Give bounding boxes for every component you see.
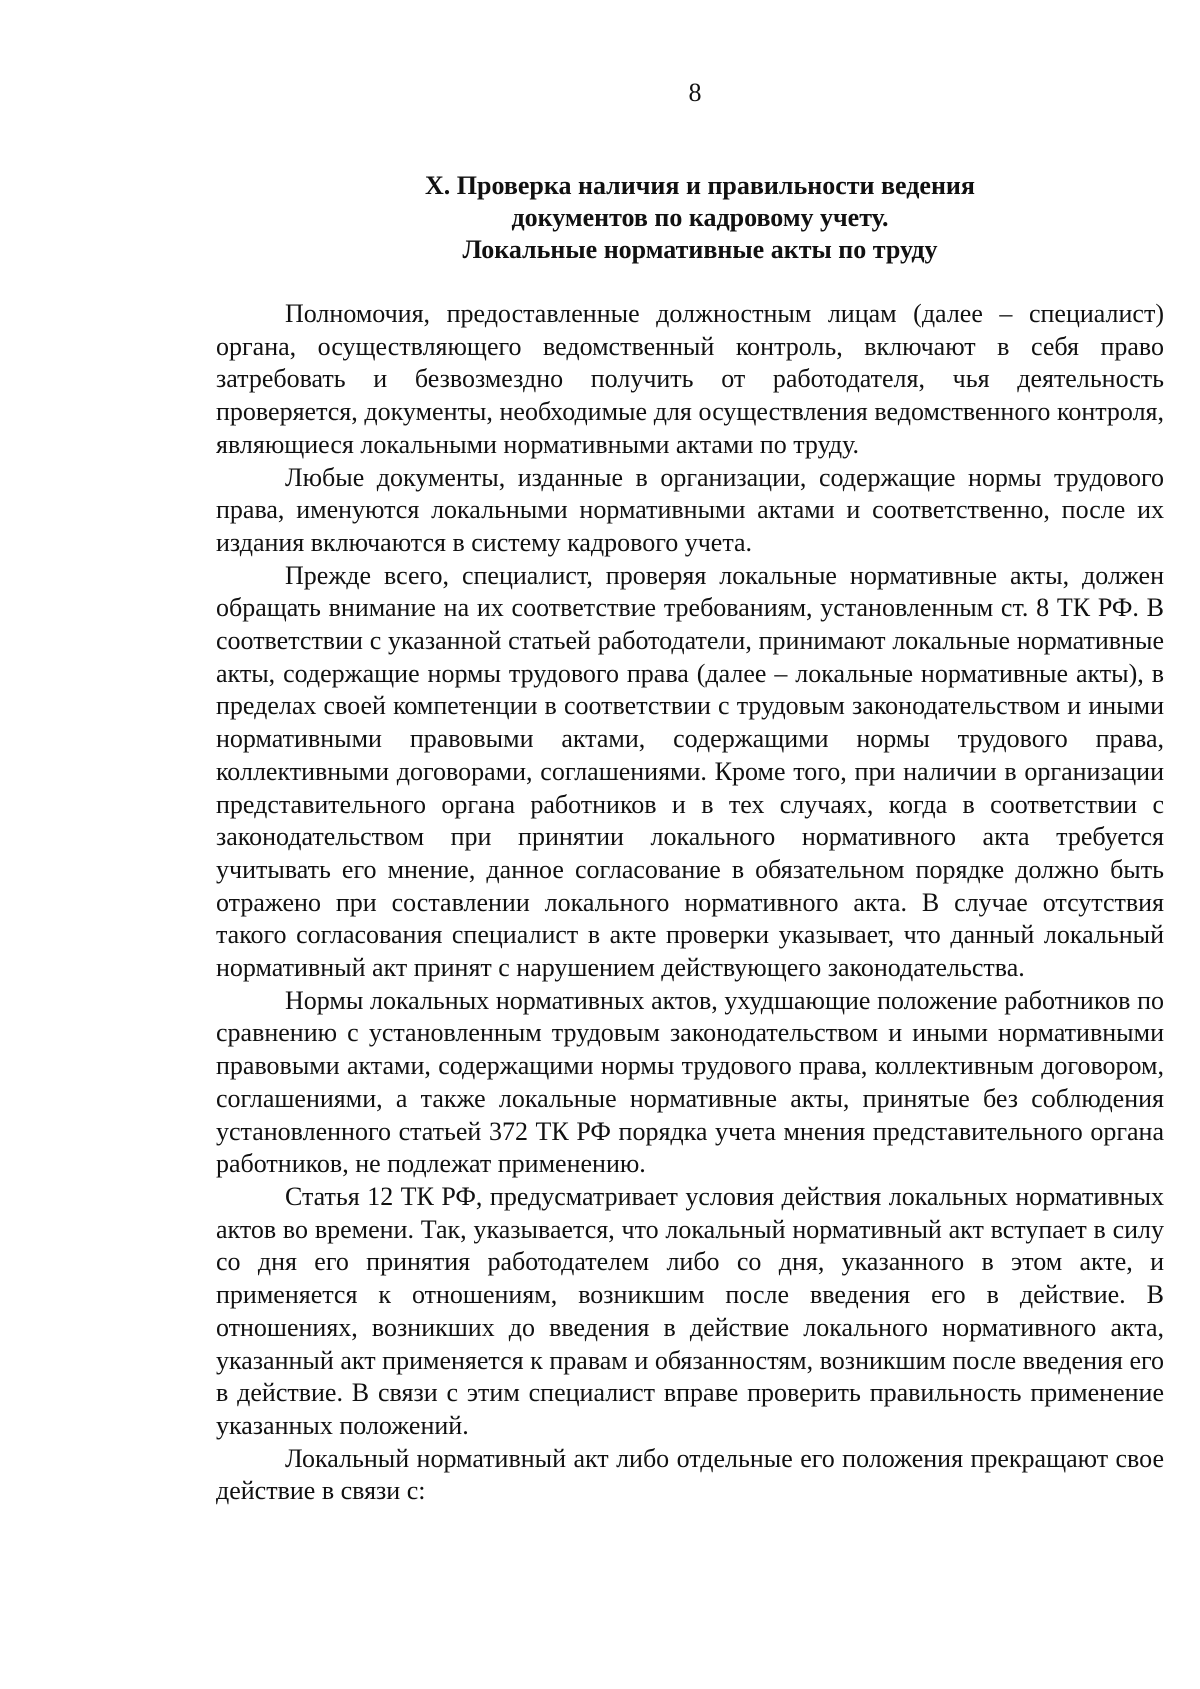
heading-line-3: Локальные нормативные акты по труду [462, 235, 938, 264]
heading-line-2: документов по кадровому учету. [511, 203, 889, 232]
page-number: 8 [688, 78, 702, 107]
paragraph-3: Прежде всего, специалист, проверяя локальные нормативные акты, должен обращать внимание на их соответствие требованиям, установленным ст. 8 ТК РФ. В соответствии с указанной статьей работодатели, принимают локальные нормативные акты, содержащие нормы трудового права (далее – локальные нормативные акты), в пределах своей компетенции в соответствии с трудовым законодательством и иными нормативными правовыми актами, содержащими нормы трудового права, коллективными договорами, соглашениями. Кроме того, при наличии в организации представительного органа работников и в тех случаях, когда в соответствии с законодательством при принятии локального нормативного акта требуется учитывать его мнение, данное согласование в обязательном порядке должно быть отражено при составлении локального нормативного акта. В случае отсутствия такого согласования специалист в акте проверки указывает, что данный локальный нормативный акт принят с нарушением действующего законодательства. [216, 560, 1164, 983]
heading-line-1: X. Проверка наличия и правильности ведения [425, 171, 975, 200]
paragraph-4: Нормы локальных нормативных актов, ухудшающие положение работников по сравнению с установленным трудовым законодательством и иными нормативными правовыми актами, содержащими нормы трудового права, коллективным договором, соглашениями, а также локальные нормативные акты, принятые без соблюдения установленного статьей 372 ТК РФ порядка учета мнения представительного органа работников, не подлежат применению. [216, 985, 1164, 1179]
paragraph-2: Любые документы, изданные в организации, содержащие нормы трудового права, именуются локальными нормативными актами и соответственно, после их издания включаются в систему кадрового учета. [216, 462, 1164, 557]
section-heading [300, 170, 1100, 266]
paragraph-6: Локальный нормативный акт либо отдельные его положения прекращают свое действие в связи с: [216, 1443, 1164, 1506]
paragraph-1: Полномочия, предоставленные должностным лицам (далее – специалист) органа, осуществляющего ведомственный контроль, включают в себя право затребовать и безвозмездно получить от работодателя, чья деятельность проверяется, документы, необходимые для осуществления ведомственного контроля, являющиеся локальными нормативными актами по труду. [216, 299, 1164, 459]
paragraph-5: Статья 12 ТК РФ, предусматривает условия действия локальных нормативных актов во времени. Так, указывается, что локальный нормативный акт вступает в силу со дня его принятия работодателем либо со дня, указанного в этом акте, и применяется к отношениям, возникшим после введения его в действие. В отношениях, возникших до введения в действие локального нормативного акта, указанный акт применяется к правам и обязанностям, возникшим после введения его в действие. В связи с этим специалист вправе проверить правильность применение указанных положений. [216, 1181, 1164, 1440]
document-body [216, 298, 1164, 1508]
